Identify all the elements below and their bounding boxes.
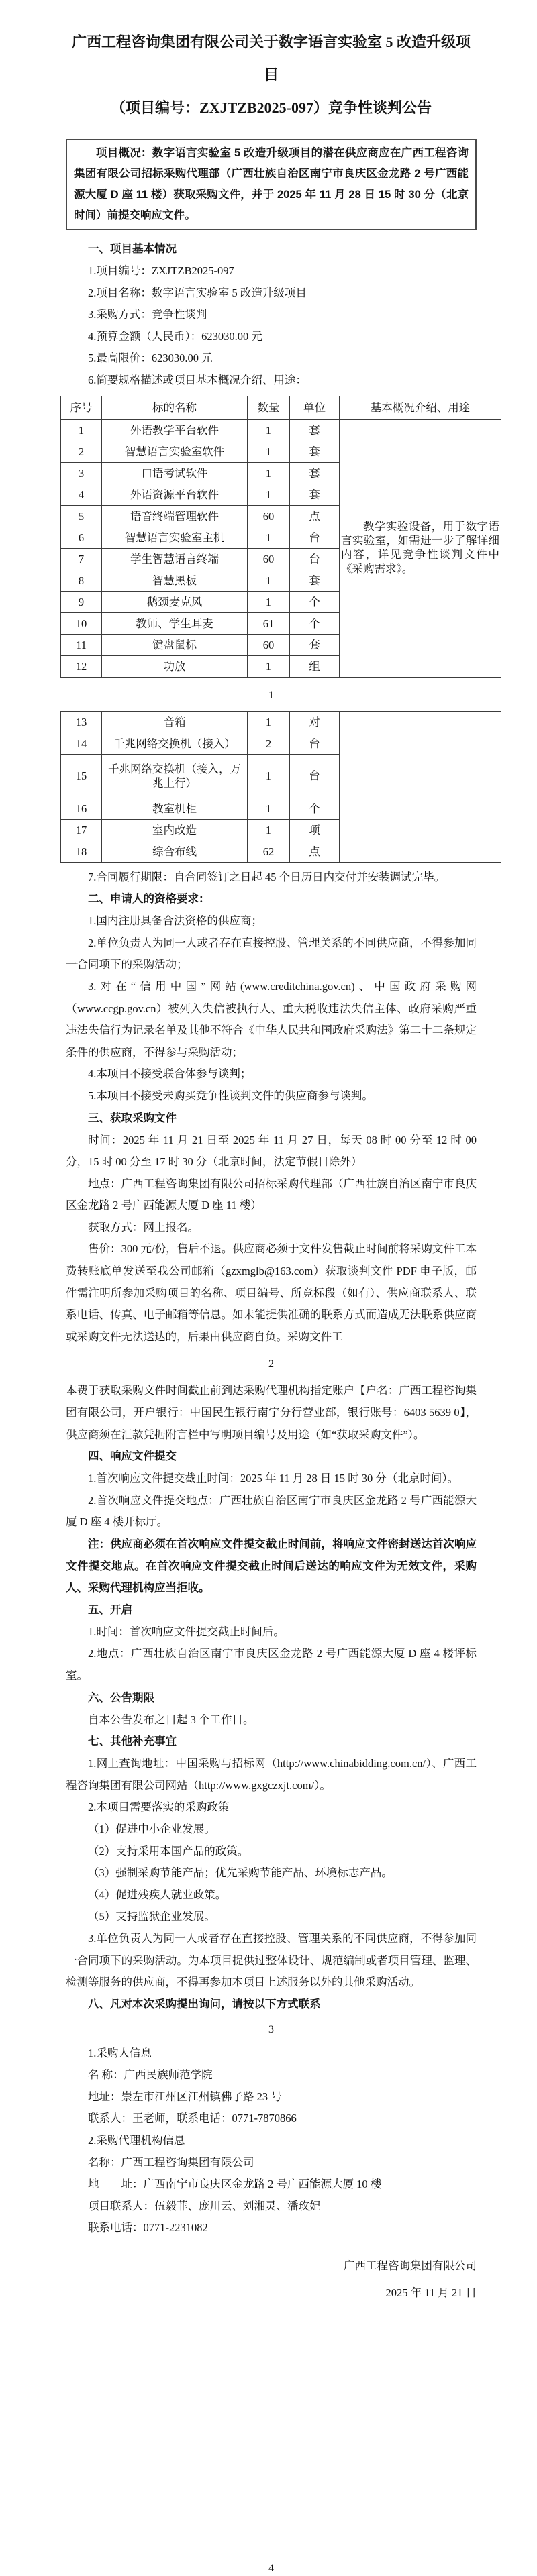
cell-no: 13 [61, 711, 102, 733]
s1-item-budget: 4.预算金额（人民币）：623030.00 元 [88, 329, 262, 343]
signature-date: 2025 年 11 月 21 日 [385, 2286, 477, 2300]
s4-place: 2.首次响应文件提交地点：广西壮族自治区南宁市良庆区金龙路 2 号广西能源大厦 D 座 4 楼开标厅。 [66, 1493, 477, 1529]
cell-no: 5 [61, 505, 102, 527]
section-7-heading: 七、其他补充事宜 [88, 1735, 177, 1748]
s2-item-3: 3.对在“信用中国”网站(www.creditchina.gov.cn)、中国政府采购网（www.ccgp.gov.cn）被列入失信被执行人、重大税收违法失信主体、政府采购严重违法失信行为记录名单及其他不符合《中华人民共和国政府采购法》第二十二条规定条件的供应商，不得参与采购活动； [66, 979, 477, 1059]
section-2-heading: 二、申请人的资格要求： [88, 893, 210, 906]
agent-info-heading: 2.采购代理机构信息 [88, 2134, 185, 2147]
section-8-heading: 八、凡对本次采购提出询问，请按以下方式联系 [88, 1998, 321, 2010]
cell-unit: 套 [290, 484, 340, 505]
col-header-qty: 数量 [248, 396, 290, 419]
cell-qty: 61 [248, 612, 290, 634]
cell-unit: 台 [290, 733, 340, 754]
s2-item-1: 1.国内注册具备合法资格的供应商； [88, 914, 262, 928]
agent-name: 名称：广西工程咨询集团有限公司 [88, 2155, 254, 2169]
cell-qty: 1 [248, 484, 290, 505]
cell-name: 智慧黑板 [102, 570, 248, 591]
buyer-contact: 联系人：王老师，联系电话：0771-7870866 [88, 2112, 297, 2125]
buyer-info-heading: 1.采购人信息 [88, 2046, 152, 2059]
section-4-heading: 四、响应文件提交 [88, 1450, 177, 1463]
cell-no: 15 [61, 754, 102, 798]
s3-method: 获取方式：网上报名。 [88, 1220, 199, 1234]
s3-place: 地点：广西工程咨询集团有限公司招标采购代理部（广西壮族自治区南宁市良庆区金龙路 2 号广西能源大厦 D 座 11 楼） [66, 1177, 477, 1212]
cell-name: 学生智慧语言终端 [102, 548, 248, 570]
s4-note: 注：供应商必须在首次响应文件提交截止时间前，将响应文件密封送达首次响应文件提交地点。在首次响应文件提交截止时间后送达的响应文件为无效文件，采购人、采购代理机构应当拒收。 [66, 1538, 477, 1595]
agent-persons: 项目联系人：伍毅菲、庞川云、刘湘灵、潘玫妃 [88, 2199, 321, 2212]
cell-unit: 个 [290, 591, 340, 612]
cell-qty: 1 [248, 570, 290, 591]
project-overview-box [66, 139, 477, 230]
buyer-address: 地址：崇左市江州区江州镇佛子路 23 号 [88, 2090, 282, 2103]
col-header-desc: 基本概况介绍、用途 [340, 396, 501, 419]
agent-telephone: 联系电话：0771-2231082 [88, 2221, 208, 2235]
cell-name: 室内改造 [102, 819, 248, 841]
cell-name: 鹅颈麦克风 [102, 591, 248, 612]
cell-name: 口语考试软件 [102, 462, 248, 484]
cell-no: 18 [61, 841, 102, 862]
page-number-1: 1 [268, 689, 274, 701]
s3-price-part1: 售价：300 元/份，售后不退。供应商必须于文件发售截止时间前将采购文件工本费转账底单发送至我公司邮箱（gzxmglb@163.com）获取谈判文件 PDF 电子版，邮件需注明所参加采购项目的名称、项目编号、所竞标段（如有）、供应商联系人、联系电话、传真、电子邮箱等信息。如未能提供准确的联系方式而造成无法联系供应商或采购文件无法送达的，后果由供应商自负。采购文件工 [66, 1242, 477, 1343]
cell-name: 教室机柜 [102, 798, 248, 819]
s4-deadline: 1.首次响应文件提交截止时间：2025 年 11 月 28 日 15 时 30 分（北京时间）。 [88, 1472, 459, 1485]
s7-item-policy-3: （3）强制采购节能产品；优先采购节能产品、环境标志产品。 [88, 1866, 393, 1880]
cell-no: 3 [61, 462, 102, 484]
cell-name: 教师、学生耳麦 [102, 612, 248, 634]
signature-company: 广西工程咨询集团有限公司 [344, 2259, 477, 2273]
cell-unit: 对 [290, 711, 340, 733]
goods-table-part2 [60, 711, 501, 863]
page-4-blank-space [66, 2306, 477, 2561]
cell-qty: 1 [248, 798, 290, 819]
cell-qty: 1 [248, 591, 290, 612]
cell-name: 外语资源平台软件 [102, 484, 248, 505]
table-row [61, 419, 501, 441]
signature-block [66, 2253, 477, 2306]
cell-qty: 60 [248, 548, 290, 570]
table-row [61, 711, 501, 733]
cell-no: 2 [61, 441, 102, 462]
cell-qty: 1 [248, 419, 290, 441]
s5-place: 2.地点：广西壮族自治区南宁市良庆区金龙路 2 号广西能源大厦 D 座 4 楼评标室。 [66, 1647, 477, 1682]
agent-address: 地 址：广西南宁市良庆区金龙路 2 号广西能源大厦 10 楼 [88, 2178, 382, 2191]
cell-no: 9 [61, 591, 102, 612]
cell-name: 外语教学平台软件 [102, 419, 248, 441]
cell-no: 4 [61, 484, 102, 505]
s2-item-4: 4.本项目不接受联合体参与谈判； [88, 1067, 252, 1081]
cell-unit: 组 [290, 655, 340, 677]
cell-no: 10 [61, 612, 102, 634]
cell-no: 6 [61, 527, 102, 548]
section-6-heading: 六、公告期限 [88, 1691, 154, 1704]
cell-qty: 1 [248, 527, 290, 548]
s7-item-policy-5: （5）支持监狱企业发展。 [88, 1910, 215, 1923]
page-number-4: 4 [268, 2563, 274, 2575]
cell-unit: 套 [290, 570, 340, 591]
cell-name: 智慧语言实验室软件 [102, 441, 248, 462]
cell-name: 音箱 [102, 711, 248, 733]
goods-desc-text: 教学实验设备，用于数字语言实验室，如需进一步了解详细内容，详见竞争性谈判文件中《采购需求》。 [341, 521, 499, 576]
cell-unit: 台 [290, 548, 340, 570]
cell-no: 1 [61, 419, 102, 441]
s1-item-project-name: 2.项目名称：数字语言实验室 5 改造升级项目 [88, 286, 307, 299]
cell-qty: 1 [248, 441, 290, 462]
doc-title-line2: （项目编号：ZXJTZB2025-097）竞争性谈判公告 [111, 99, 432, 116]
s3-time: 时间：2025 年 11 月 21 日至 2025 年 11 月 27 日，每天 08 时 00 分至 12 时 00 分，15 时 00 分至 17 时 30 分（北京时间，法定节假日除外） [66, 1133, 477, 1169]
section-5-heading: 五、开启 [88, 1603, 132, 1616]
cell-qty: 1 [248, 462, 290, 484]
s7-item-1: 1.网上查询地址：中国采购与招标网（http://www.chinabidding.com.cn/）、广西工程咨询集团有限公司网站（http://www.gxgczxjt.com/）。 [66, 1757, 477, 1792]
cell-qty: 62 [248, 841, 290, 862]
cell-no: 11 [61, 634, 102, 655]
cell-unit: 套 [290, 462, 340, 484]
goods-table-part1 [60, 396, 501, 678]
cell-qty: 1 [248, 819, 290, 841]
cell-qty: 60 [248, 505, 290, 527]
cell-unit: 个 [290, 612, 340, 634]
table-header-row [61, 396, 501, 419]
cell-name: 智慧语言实验室主机 [102, 527, 248, 548]
s2-item-2: 2.单位负责人为同一人或者存在直接控股、管理关系的不同供应商，不得参加同一合同项下的采购活动； [66, 936, 477, 971]
cell-no: 7 [61, 548, 102, 570]
section-1-heading: 一、项目基本情况 [88, 243, 177, 255]
s7-item-policy-1: （1）促进中小企业发展。 [88, 1822, 215, 1835]
cell-qty: 60 [248, 634, 290, 655]
contract-term: 7.合同履行期限：自合同签订之日起 45 个日历日内交付并安装调试完毕。 [88, 870, 446, 883]
cell-unit: 个 [290, 798, 340, 819]
cell-unit: 点 [290, 841, 340, 862]
col-header-name: 标的名称 [102, 396, 248, 419]
cell-name: 键盘鼠标 [102, 634, 248, 655]
s2-item-5: 5.本项目不接受未购买竞争性谈判文件的供应商参与谈判。 [88, 1089, 373, 1102]
cell-qty: 1 [248, 655, 290, 677]
cell-qty: 1 [248, 754, 290, 798]
cell-unit: 点 [290, 505, 340, 527]
cell-no: 12 [61, 655, 102, 677]
cell-unit: 套 [290, 634, 340, 655]
merged-desc-cell-empty [340, 711, 501, 862]
page-number-2: 2 [268, 1358, 274, 1371]
cell-name: 千兆网络交换机（接入） [102, 733, 248, 754]
s7-item-policy-4: （4）促进残疾人就业政策。 [88, 1888, 227, 1901]
s7-item-policy-2: （2）支持采用本国产品的政策。 [88, 1844, 249, 1858]
s3-price-part2: 本费于获取采购文件时间截止前到达采购代理机构指定账户【户名：广西工程咨询集团有限公司，开户银行：中国民生银行南宁分行营业部，银行账号：6403 5639 0】，供应商须在汇款凭据附言栏中写明项目编号及用途（如“获取采购文件”）。 [66, 1384, 477, 1441]
section-3-heading: 三、获取采购文件 [88, 1112, 177, 1124]
s1-item-method: 3.采购方式：竞争性谈判 [88, 308, 207, 321]
col-header-unit: 单位 [290, 396, 340, 419]
cell-qty: 2 [248, 733, 290, 754]
cell-no: 14 [61, 733, 102, 754]
s5-time: 1.时间：首次响应文件提交截止时间后。 [88, 1625, 285, 1638]
cell-no: 17 [61, 819, 102, 841]
cell-unit: 套 [290, 441, 340, 462]
cell-no: 16 [61, 798, 102, 819]
cell-name: 千兆网络交换机（接入，万兆上行） [102, 754, 248, 798]
cell-unit: 套 [290, 419, 340, 441]
cell-name: 语音终端管理软件 [102, 505, 248, 527]
col-header-no: 序号 [61, 396, 102, 419]
buyer-name: 名 称：广西民族师范学院 [88, 2068, 213, 2082]
merged-desc-cell [340, 419, 501, 677]
project-overview-text: 项目概况：数字语言实验室 5 改造升级项目的潜在供应商应在广西工程咨询集团有限公司招标采购代理部（广西壮族自治区南宁市良庆区金龙路 2 号广西能源大厦 D 座 11 楼）获取采购文件，并于 2025 年 11 月 28 日 15 时 30 分（北京时间）前提交响应文件。 [74, 147, 469, 221]
doc-title-line1: 广西工程咨询集团有限公司关于数字语言实验室 5 改造升级项目 [71, 34, 471, 83]
doc-title [66, 25, 477, 124]
cell-unit: 台 [290, 754, 340, 798]
cell-no: 8 [61, 570, 102, 591]
s1-item-spec-intro: 6.简要规格描述或项目基本概况介绍、用途： [88, 373, 307, 386]
page-number-3: 3 [268, 2023, 274, 2035]
s1-item-project-no: 1.项目编号：ZXJTZB2025-097 [88, 264, 234, 277]
cell-name: 综合布线 [102, 841, 248, 862]
s7-item-2: 2.本项目需要落实的采购政策 [88, 1801, 230, 1814]
s1-item-price-cap: 5.最高限价：623030.00 元 [88, 352, 213, 365]
cell-unit: 台 [290, 527, 340, 548]
cell-unit: 项 [290, 819, 340, 841]
cell-qty: 1 [248, 711, 290, 733]
s7-item-3: 3.单位负责人为同一人或者存在直接控股、管理关系的不同供应商，不得参加同一合同项下的采购活动。为本项目提供过整体设计、规范编制或者项目管理、监理、检测等服务的供应商，不得再参加本项目上述服务以外的其他采购活动。 [66, 1931, 477, 1989]
cell-name: 功放 [102, 655, 248, 677]
s6-period: 自本公告发布之日起 3 个工作日。 [88, 1713, 254, 1726]
